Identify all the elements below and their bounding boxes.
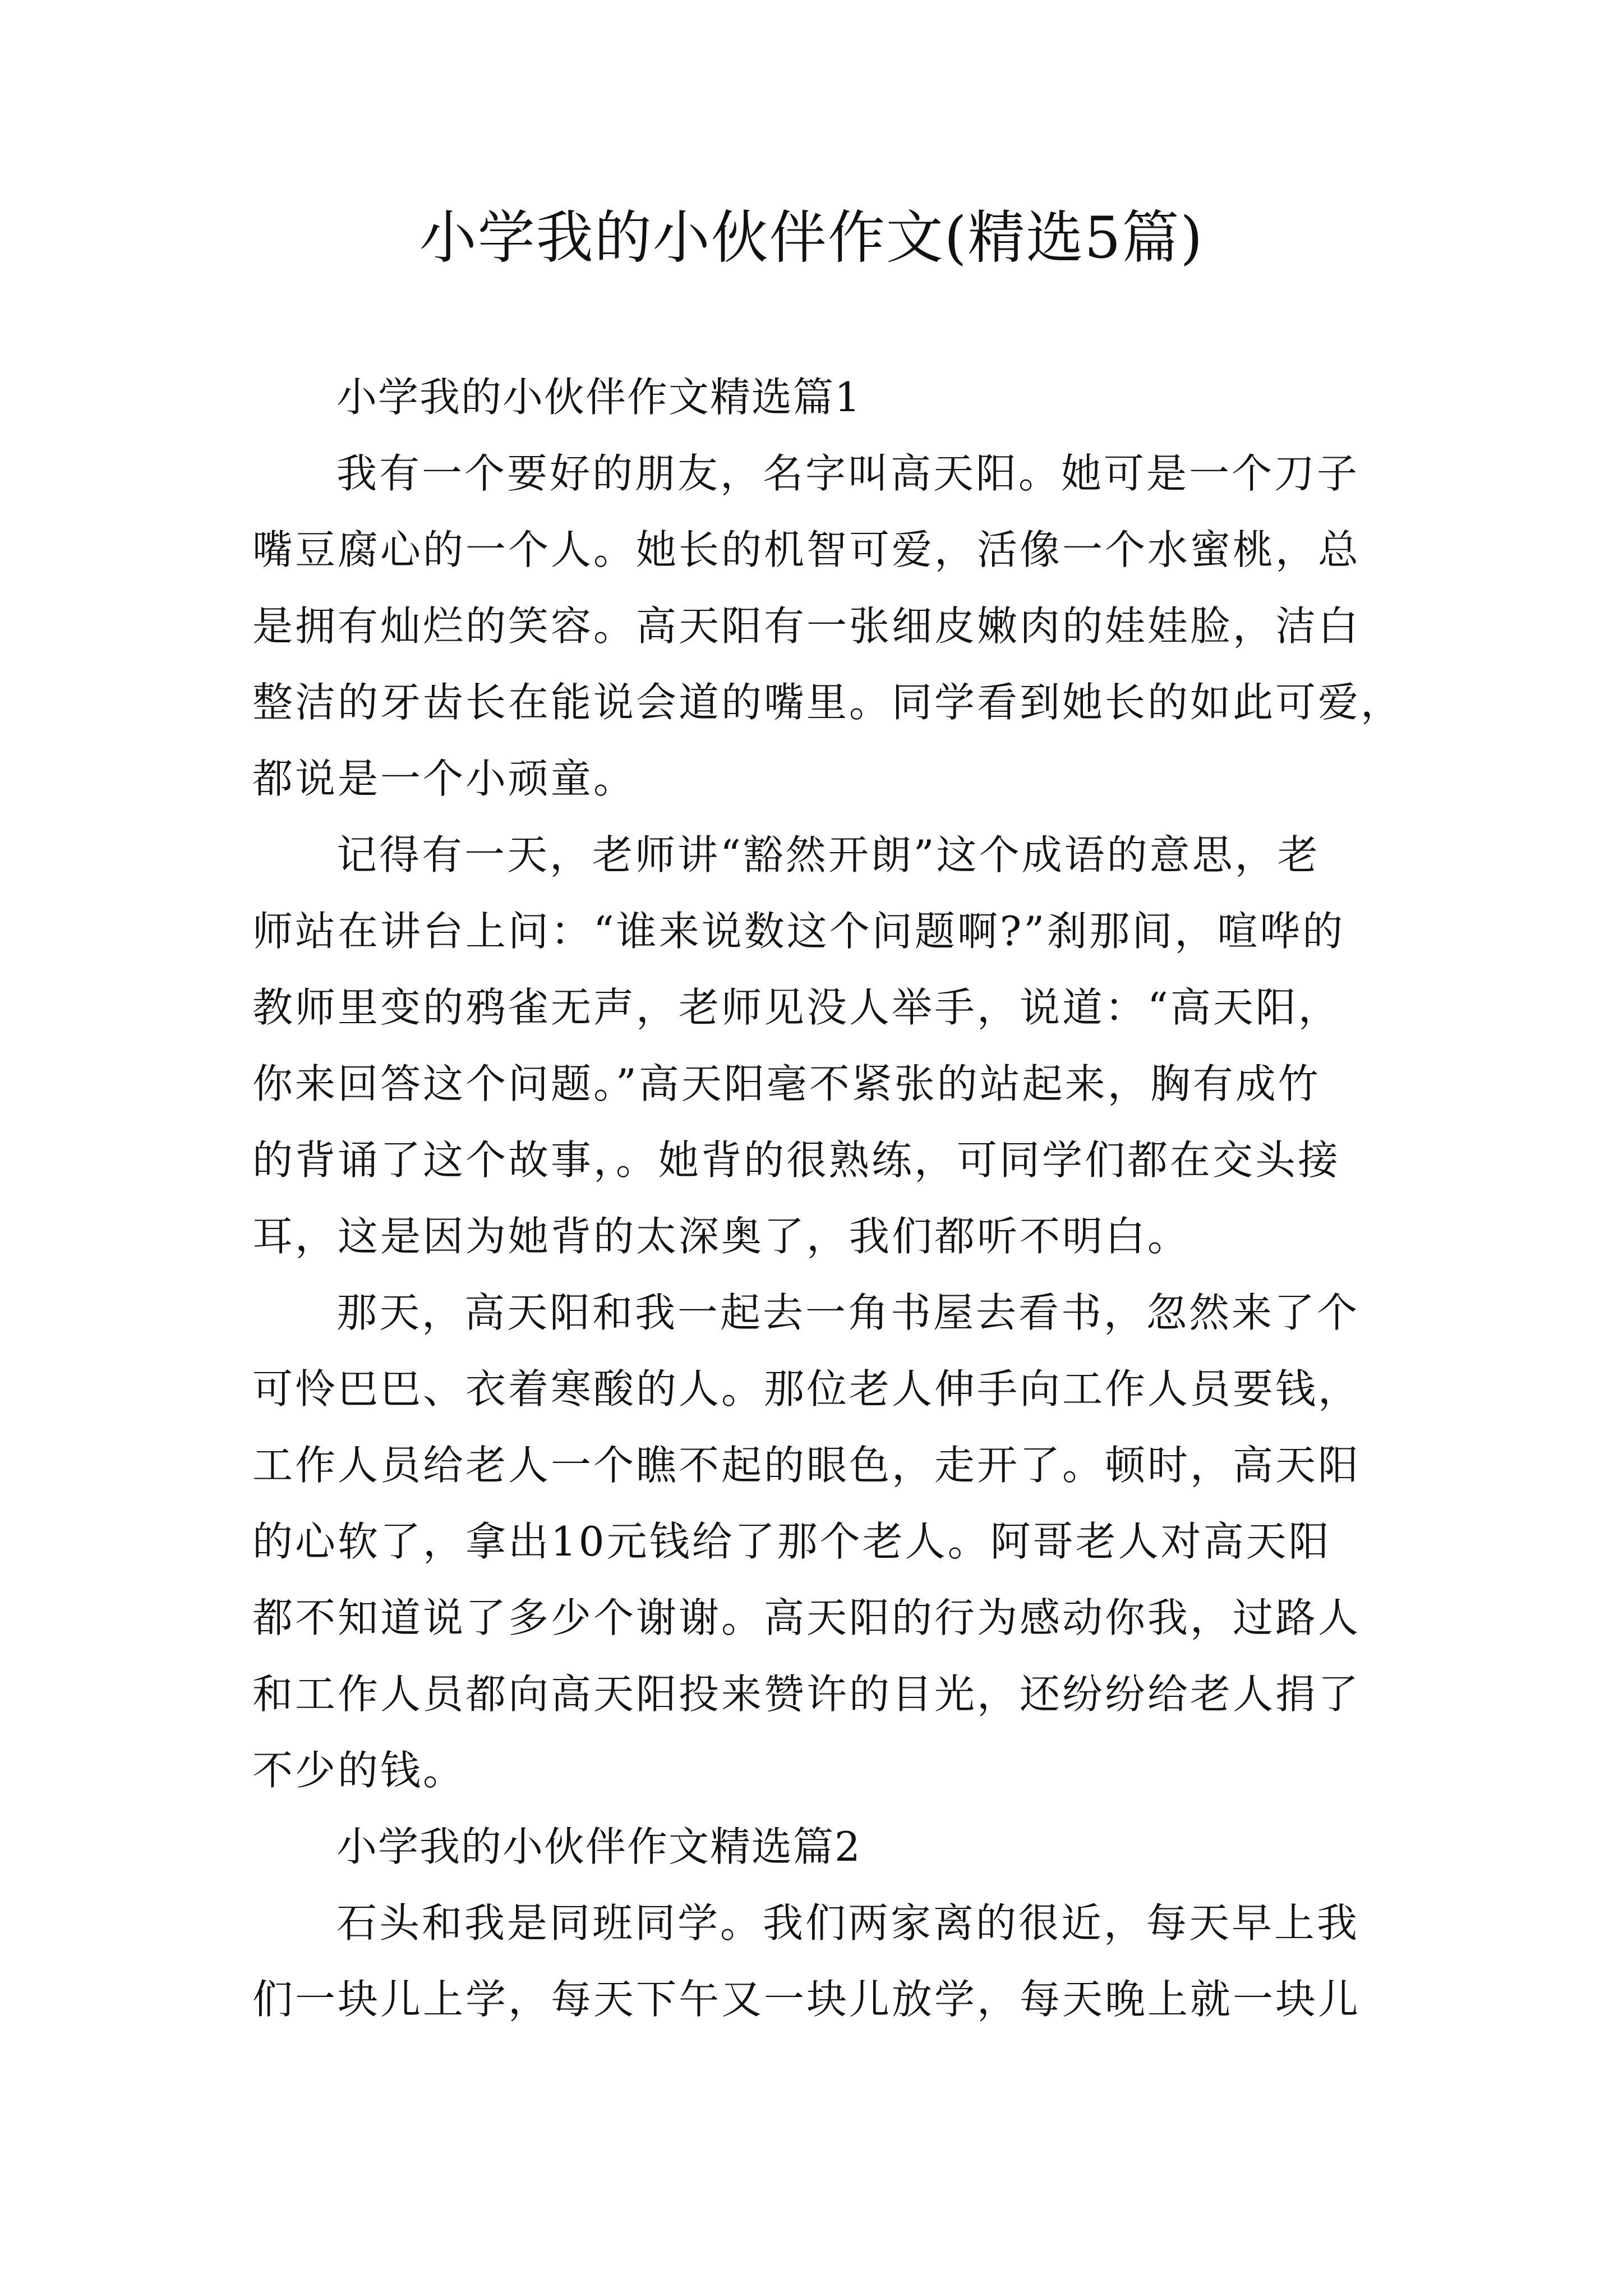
paragraph-line: 可怜巴巴、衣着寒酸的人。那位老人伸手向工作人员要钱，: [252, 1365, 1361, 1412]
section-heading-1: 小学我的小伙伴作文精选篇1: [336, 374, 861, 421]
paragraph-line: 石头和我是同班同学。我们两家离的很近，每天早上我: [336, 1899, 1360, 1947]
paragraph-line: 我有一个要好的朋友，名字叫高天阳。她可是一个刀子: [336, 450, 1360, 497]
paragraph-line: 和工作人员都向高天阳投来赞许的目光，还纷纷给老人捐了: [252, 1671, 1361, 1718]
paragraph-line: 那天，高天阳和我一起去一角书屋去看书，忽然来了个: [336, 1289, 1360, 1336]
paragraph-line: 整洁的牙齿长在能说会道的嘴里。同学看到她长的如此可爱，: [252, 679, 1404, 726]
paragraph-line: 耳，这是因为她背的太深奥了，我们都听不明白。: [252, 1213, 1191, 1260]
paragraph-line: 们一块儿上学，每天下午又一块儿放学，每天晚上就一块儿: [252, 1976, 1361, 2023]
paragraph-line: 都不知道说了多少个谢谢。高天阳的行为感动你我，过路人: [252, 1594, 1361, 1641]
paragraph-line: 嘴豆腐心的一个人。她长的机智可爱，活像一个水蜜桃，总: [252, 526, 1361, 573]
paragraph-line: 师站在讲台上问：“谁来说数这个问题啊?”刹那间，喧哗的: [252, 908, 1345, 955]
paragraph-line: 不少的钱。: [252, 1747, 466, 1794]
paragraph-line: 教师里变的鸦雀无声，老师见没人举手，说道：“高天阳，: [252, 984, 1341, 1031]
paragraph-line: 工作人员给老人一个瞧不起的眼色，走开了。顿时，高天阳: [252, 1442, 1361, 1489]
paragraph-line: 你来回答这个问题。”高天阳毫不紧张的站起来，胸有成竹: [252, 1060, 1321, 1107]
section-heading-2: 小学我的小伙伴作文精选篇2: [336, 1823, 861, 1870]
paragraph-line: 的背诵了这个故事，。她背的很熟练，可同学们都在交头接: [252, 1137, 1341, 1184]
document-body: [252, 359, 1404, 2037]
paragraph-line: 都说是一个小顽童。: [252, 755, 637, 802]
paragraph-line: 记得有一天，老师讲“豁然开朗”这个成语的意思，老: [336, 831, 1320, 878]
document-title: 小学我的小伙伴作文(精选5篇): [419, 205, 1204, 272]
paragraph-line: 的心软了，拿出10元钱给了那个老人。阿哥老人对高天阳: [252, 1518, 1331, 1565]
paragraph-line: 是拥有灿烂的笑容。高天阳有一张细皮嫩肉的娃娃脸，洁白: [252, 602, 1361, 650]
